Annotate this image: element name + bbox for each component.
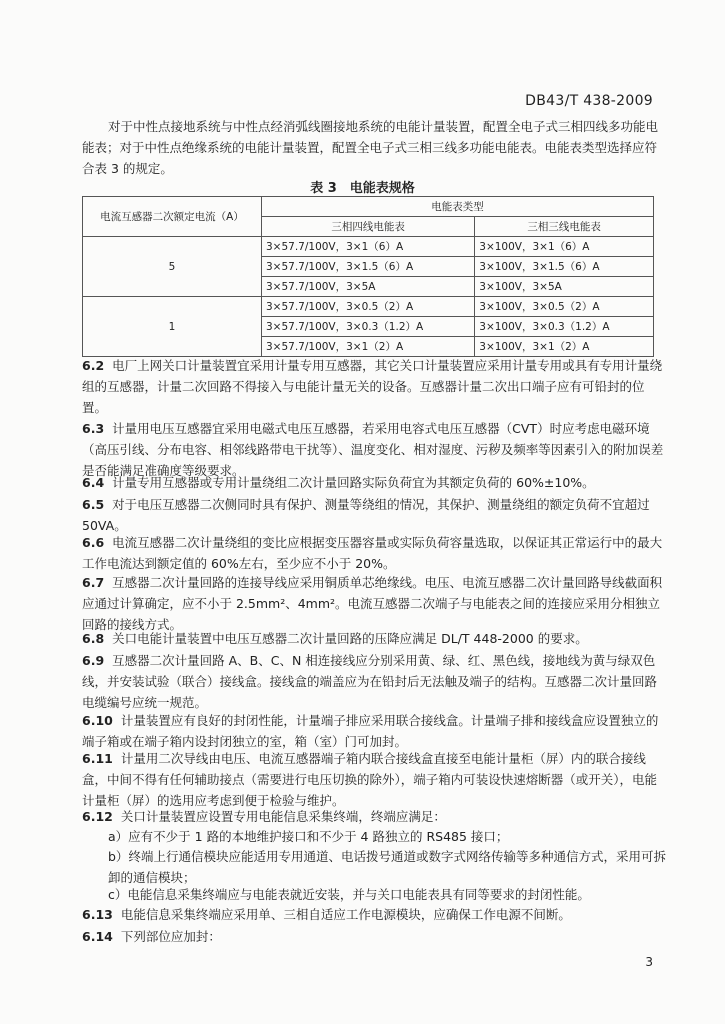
sub-item-label: c） [108, 887, 128, 902]
clause-text: 计量专用互感器或专用计量绕组二次计量回路实际负荷宜为其额定负荷的 60%±10%。 [112, 475, 595, 490]
clause-6-6 [82, 532, 667, 574]
sub-item-a [82, 826, 667, 847]
header-three-wire: 三相三线电能表 [475, 217, 654, 237]
clause-number: 6.8 [82, 631, 105, 646]
clause-text: 电能信息采集终端应采用单、三相自适应工作电源模块，应确保工作电源不间断。 [120, 907, 571, 922]
clause-text: 计量装置应有良好的封闭性能，计量端子排应采用联合接线盒。计量端子排和接线盒应设置独立的端子箱或在端子箱内设封闭独立的室，箱（室）门可加封。 [82, 713, 659, 749]
table-header-row [83, 197, 654, 217]
clause-text: 计量用二次导线由电压、电流互感器端子箱内联合接线盒直接至电能计量柜（屏）内的联合接线盒，中间不得有任何辅助接点（需要进行电压切换的除外），端子箱内可装设快速熔断器（或开关），电能计量柜（屏）的选用应考虑到便于检验与维护。 [82, 751, 658, 808]
current-cell: 1 [83, 297, 262, 357]
clause-number: 6.3 [82, 421, 105, 436]
clause-6-14 [82, 926, 667, 947]
clause-text: 互感器二次计量回路的连接导线应采用铜质单芯绝缘线。电压、电流互感器二次计量回路导线截面积应通过计算确定，应不小于 2.5mm²、4mm²。电流互感器二次端子与电能表之间的连接应采用分相独立回路的接线方式。 [82, 575, 663, 632]
clause-number: 6.13 [82, 907, 113, 922]
clause-number: 6.7 [82, 575, 105, 590]
clause-6-5 [82, 494, 667, 536]
four-wire-cell: 3×57.7/100V，3×1.5（6）A [262, 257, 475, 277]
clause-text: 电厂上网关口计量装置宜采用计量专用互感器，其它关口计量装置应采用计量专用或具有专用计量绕组的互感器，计量二次回路不得接入与电能计量无关的设备。互感器计量二次出口端子应有可铅封的位置。 [82, 358, 663, 415]
intro-paragraph: 对于中性点接地系统与中性点经消弧线圈接地系统的电能计量装置，配置全电子式三相四线多功能电能表；对于中性点绝缘系统的电能计量装置，配置全电子式三相三线多功能电能表。电能表类型选择应符合表 3 的规定。 [82, 119, 659, 176]
table-row [83, 237, 654, 257]
three-wire-cell: 3×100V，3×5A [475, 277, 654, 297]
four-wire-cell: 3×57.7/100V，3×0.3（1.2）A [262, 317, 475, 337]
four-wire-cell: 3×57.7/100V，3×1（2）A [262, 337, 475, 357]
sub-item-b [82, 846, 667, 888]
sub-item-text: 电能信息采集终端应与电能表就近安装，并与关口电能表具有同等要求的封闭性能。 [127, 887, 590, 902]
four-wire-cell: 3×57.7/100V，3×5A [262, 277, 475, 297]
table-title: 表 3 电能表规格 [310, 181, 415, 196]
clause-number: 6.2 [82, 358, 105, 373]
clause-text: 互感器二次计量回路 A、B、C、N 相连接线应分别采用黄、绿、红、黑色线，接地线为黄与绿双色线，并安装试验（联合）接线盒。接线盒的端盖应为在铅封后无法触及端子的结构。互感器二次计量回路电缆编号应统一规范。 [82, 653, 658, 710]
clause-number: 6.10 [82, 713, 113, 728]
clause-number: 6.14 [82, 929, 113, 944]
page-number: 3 [645, 955, 653, 969]
sub-item-text: 终端上行通信模块应能适用专用通道、电话拨号通道或数字式网络传输等多种通信方式，采用可拆卸的通信模块； [108, 849, 666, 885]
clause-6-2 [82, 355, 667, 418]
three-wire-cell: 3×100V，3×0.5（2）A [475, 297, 654, 317]
clause-text: 电流互感器二次计量绕组的变比应根据变压器容量或实际负荷容量选取，以保证其正常运行中的最大工作电流达到额定值的 60%左右，至少应不小于 20%。 [82, 535, 663, 571]
header-four-wire: 三相四线电能表 [262, 217, 475, 237]
clause-number: 6.9 [82, 653, 105, 668]
clause-6-7 [82, 572, 667, 635]
clause-text: 关口计量装置应设置专用电能信息采集终端，终端应满足： [120, 809, 446, 824]
four-wire-cell: 3×57.7/100V，3×1（6）A [262, 237, 475, 257]
four-wire-cell: 3×57.7/100V，3×0.5（2）A [262, 297, 475, 317]
three-wire-cell: 3×100V，3×1（2）A [475, 337, 654, 357]
three-wire-cell: 3×100V，3×0.3（1.2）A [475, 317, 654, 337]
clause-number: 6.5 [82, 497, 105, 512]
header-meter-type: 电能表类型 [262, 197, 654, 217]
clause-text: 关口电能计量装置中电压互感器二次计量回路的压降应满足 DL/T 448-2000 的要求。 [112, 631, 588, 646]
clause-number: 6.6 [82, 535, 105, 550]
current-cell: 5 [83, 237, 262, 297]
clause-6-10 [82, 710, 667, 752]
clause-6-9 [82, 650, 667, 713]
clause-text: 计量用电压互感器宜采用电磁式电压互感器，若采用电容式电压互感器（CVT）时应考虑电磁环境（高压引线、分布电容、相邻线路带电干扰等）、温度变化、相对湿度、污秽及频率等因素引入的附加误差是否能满足准确度等级要求。 [82, 421, 664, 478]
table-row [83, 297, 654, 317]
clause-text: 下列部位应加封： [120, 929, 221, 944]
header-current: 电流互感器二次额定电流（A） [83, 197, 262, 237]
clause-6-4 [82, 472, 667, 493]
clause-number: 6.4 [82, 475, 105, 490]
three-wire-cell: 3×100V，3×1（6）A [475, 237, 654, 257]
clause-6-13 [82, 904, 667, 925]
clause-6-12 [82, 806, 667, 827]
meter-spec-table [82, 196, 654, 357]
three-wire-cell: 3×100V，3×1.5（6）A [475, 257, 654, 277]
clause-text: 对于电压互感器二次侧同时具有保护、测量等绕组的情况，其保护、测量绕组的额定负荷不宜超过 50VA。 [82, 497, 650, 533]
standard-number: DB43/T 438-2009 [525, 93, 653, 109]
clause-number: 6.12 [82, 809, 113, 824]
clause-6-11 [82, 748, 667, 811]
sub-item-text: 应有不少于 1 路的本地维护接口和不少于 4 路独立的 RS485 接口； [128, 829, 509, 844]
sub-item-label: b） [108, 849, 129, 864]
sub-item-label: a） [108, 829, 129, 844]
clause-number: 6.11 [82, 751, 113, 766]
clause-6-8 [82, 628, 667, 649]
sub-item-c [82, 884, 667, 905]
